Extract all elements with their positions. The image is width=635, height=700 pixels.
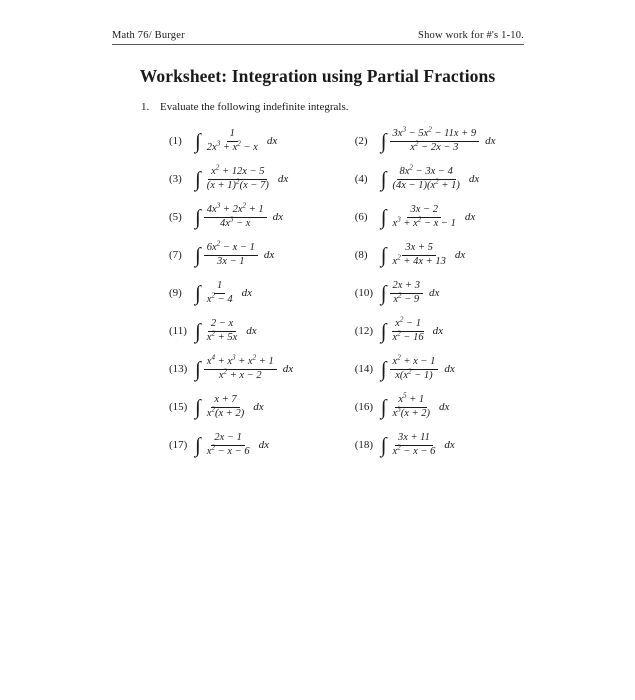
fraction-numerator: x + 7 [211,394,239,408]
problem-row [141,236,541,274]
fraction [390,432,439,459]
problem-label: (15) [169,401,188,413]
differential: dx [464,211,476,223]
integral-sign-icon: ∫ [380,204,387,229]
integral-expression [195,394,264,421]
fraction [390,280,424,307]
fraction-numerator: 3x + 11 [395,432,433,446]
fraction-denominator: $(4x - 1)(x^2 + 1)$ [392,177,460,191]
problem-label: (14) [354,363,374,375]
fraction-numerator: $3x^3 - 5x^2 - 11x + 9$ [390,128,480,142]
problem-item [141,318,335,345]
fraction [390,163,463,193]
differential: dx [282,363,294,375]
problem-item [141,280,335,307]
problem-item [335,242,541,269]
differential: dx [272,211,284,223]
problem-row [141,122,541,160]
integral-expression [195,201,284,231]
differential: dx [432,325,443,337]
problem-label: (1) [169,135,182,147]
problem-item [141,353,335,383]
problem-item [335,391,541,421]
fraction [204,239,258,269]
fraction [390,315,427,345]
integral-expression [381,204,476,231]
problem-label: (16) [354,401,374,413]
problem-label: (8) [354,249,368,261]
integral-expression [381,280,440,307]
integral-expression [195,353,294,383]
fraction-numerator: 2x + 3 [390,280,424,294]
problem-label: (17) [169,439,188,451]
fraction-numerator: $x^4 + x^3 + x^2 + 1$ [204,356,277,370]
fraction-denominator: $x^3(x + 2)$ [392,405,430,419]
fraction-denominator: $x^2 + x - 2$ [218,367,262,381]
problem-item [335,163,541,193]
problem-row [141,274,541,312]
fraction-numerator: $x^2 + 12x - 5$ [208,166,267,180]
differential: dx [485,135,496,147]
problem-item [335,353,541,383]
problem-item [335,432,541,459]
fraction-numerator: 3x − 2 [407,204,441,218]
integral-sign-icon: ∫ [195,242,201,267]
problem-item [141,394,335,421]
problem-item [141,239,335,269]
problem-label: (3) [169,173,182,185]
header-course: Math 76/ Burger [112,30,185,41]
problem-label: (13) [169,363,188,375]
instruction-line [141,101,348,113]
problem-item [335,315,541,345]
fraction-numerator: 2 − x [208,318,236,332]
differential: dx [439,401,450,413]
integral-sign-icon: ∫ [380,128,387,153]
fraction-denominator: $x^2 + 4x + 13$ [392,253,446,267]
problem-row [141,388,541,426]
differential: dx [277,173,289,185]
differential: dx [444,363,455,375]
problem-item [141,128,335,155]
differential: dx [266,135,278,147]
problem-label: (10) [354,287,374,299]
integral-sign-icon: ∫ [195,166,201,191]
integral-expression [380,125,496,155]
problem-row [141,426,541,464]
integral-sign-icon: ∫ [380,242,387,267]
fraction-denominator: $(x + 1)^2(x - 7)$ [206,177,269,191]
fraction [204,318,240,345]
fraction-numerator: $8x^2 - 3x - 4$ [397,166,456,180]
fraction [390,353,439,383]
problem-label: (7) [169,249,182,261]
fraction-denominator: $2x^3 + x^2 - x$ [206,139,258,153]
integral-expression [195,432,269,459]
fraction-numerator: $x^5 + 1$ [395,394,427,408]
problem-label: (9) [169,287,182,299]
problem-label: (6) [354,211,368,223]
problem-label: (5) [169,211,182,223]
fraction-numerator: 3x + 5 [402,242,436,256]
page-title: Worksheet: Integration using Partial Fractions [139,66,496,86]
fraction-denominator: $x(x^2 - 1)$ [395,367,433,381]
differential: dx [444,439,455,451]
fraction [390,242,449,269]
integral-sign-icon: ∫ [380,432,387,457]
fraction [390,391,433,421]
differential: dx [258,439,269,451]
fraction [204,353,277,383]
differential: dx [253,401,264,413]
fraction [204,163,272,193]
problem-row [141,160,541,198]
integral-expression [381,432,455,459]
problem-row [141,198,541,236]
fraction-denominator: $x^2 - x - 6$ [392,443,436,457]
fraction-numerator: $4x^3 + 2x^2 + 1$ [204,204,267,218]
integral-expression [195,280,252,307]
fraction-denominator: $x^2 - 9$ [393,291,420,305]
fraction [390,125,480,155]
fraction-denominator: $x^2(x + 2)$ [206,405,245,419]
fraction-denominator: $x^2 + 5x$ [206,329,238,343]
integral-expression [380,315,443,345]
problem-item [335,125,541,155]
fraction-denominator: $x^3 + x^2 - x - 1$ [392,215,456,229]
problem-label: (18) [354,439,374,451]
integral-expression [380,353,455,383]
instruction-number: 1. [141,101,150,113]
fraction [390,204,459,231]
integral-expression [195,128,277,155]
integral-sign-icon: ∫ [380,166,387,191]
integral-sign-icon: ∫ [195,432,201,457]
differential: dx [241,287,252,299]
fraction [204,280,236,307]
differential: dx [454,249,466,261]
integral-expression [195,239,275,269]
fraction-numerator: 2x − 1 [211,432,245,446]
integral-sign-icon: ∫ [195,356,201,381]
problem-label: (4) [354,173,368,185]
integral-expression [195,318,257,345]
integral-sign-icon: ∫ [195,318,201,343]
page-header [112,30,524,45]
problem-label: (12) [354,325,374,337]
differential: dx [263,249,275,261]
integral-expression [381,242,465,269]
differential: dx [246,325,257,337]
problem-item [141,201,335,231]
integral-expression [380,163,480,193]
fraction-numerator: 1 [214,280,225,294]
differential: dx [468,173,480,185]
integral-expression [195,163,289,193]
problem-label: (2) [354,135,368,147]
problem-item [141,432,335,459]
integral-sign-icon: ∫ [380,394,387,419]
fraction-numerator: 1 [227,128,238,142]
problem-label: (11) [169,325,187,337]
integral-sign-icon: ∫ [380,318,387,343]
fraction [204,128,261,155]
header-note: Show work for #'s 1-10. [418,30,524,41]
fraction-denominator: $x^2 - x - 6$ [206,443,250,457]
integral-sign-icon: ∫ [195,394,201,419]
problem-list [141,122,541,464]
fraction-denominator: $4x^3 - x$ [219,215,251,229]
fraction [204,432,253,459]
problem-item [141,163,335,193]
integral-sign-icon: ∫ [380,356,387,381]
integral-expression [380,391,450,421]
fraction-numerator: $6x^2 - x - 1$ [204,242,258,256]
problem-item [335,204,541,231]
fraction-numerator: $x^2 - 1$ [392,318,424,332]
integral-sign-icon: ∫ [195,128,201,153]
fraction-denominator: $x^2 - 16$ [392,329,424,343]
problem-row [141,312,541,350]
fraction-denominator: 3x − 1 [217,256,245,267]
integral-sign-icon: ∫ [195,204,201,229]
problem-row [141,350,541,388]
integral-sign-icon: ∫ [195,280,201,305]
problem-item [335,280,541,307]
instruction-text: Evaluate the following indefinite integrals. [160,101,349,113]
fraction-denominator: $x^2 - 2x - 3$ [410,139,459,153]
fraction-denominator: $x^2 - 4$ [206,291,233,305]
differential: dx [429,287,440,299]
integral-sign-icon: ∫ [380,280,387,305]
fraction-numerator: $x^2 + x - 1$ [390,356,439,370]
fraction [204,394,247,421]
fraction [204,201,267,231]
